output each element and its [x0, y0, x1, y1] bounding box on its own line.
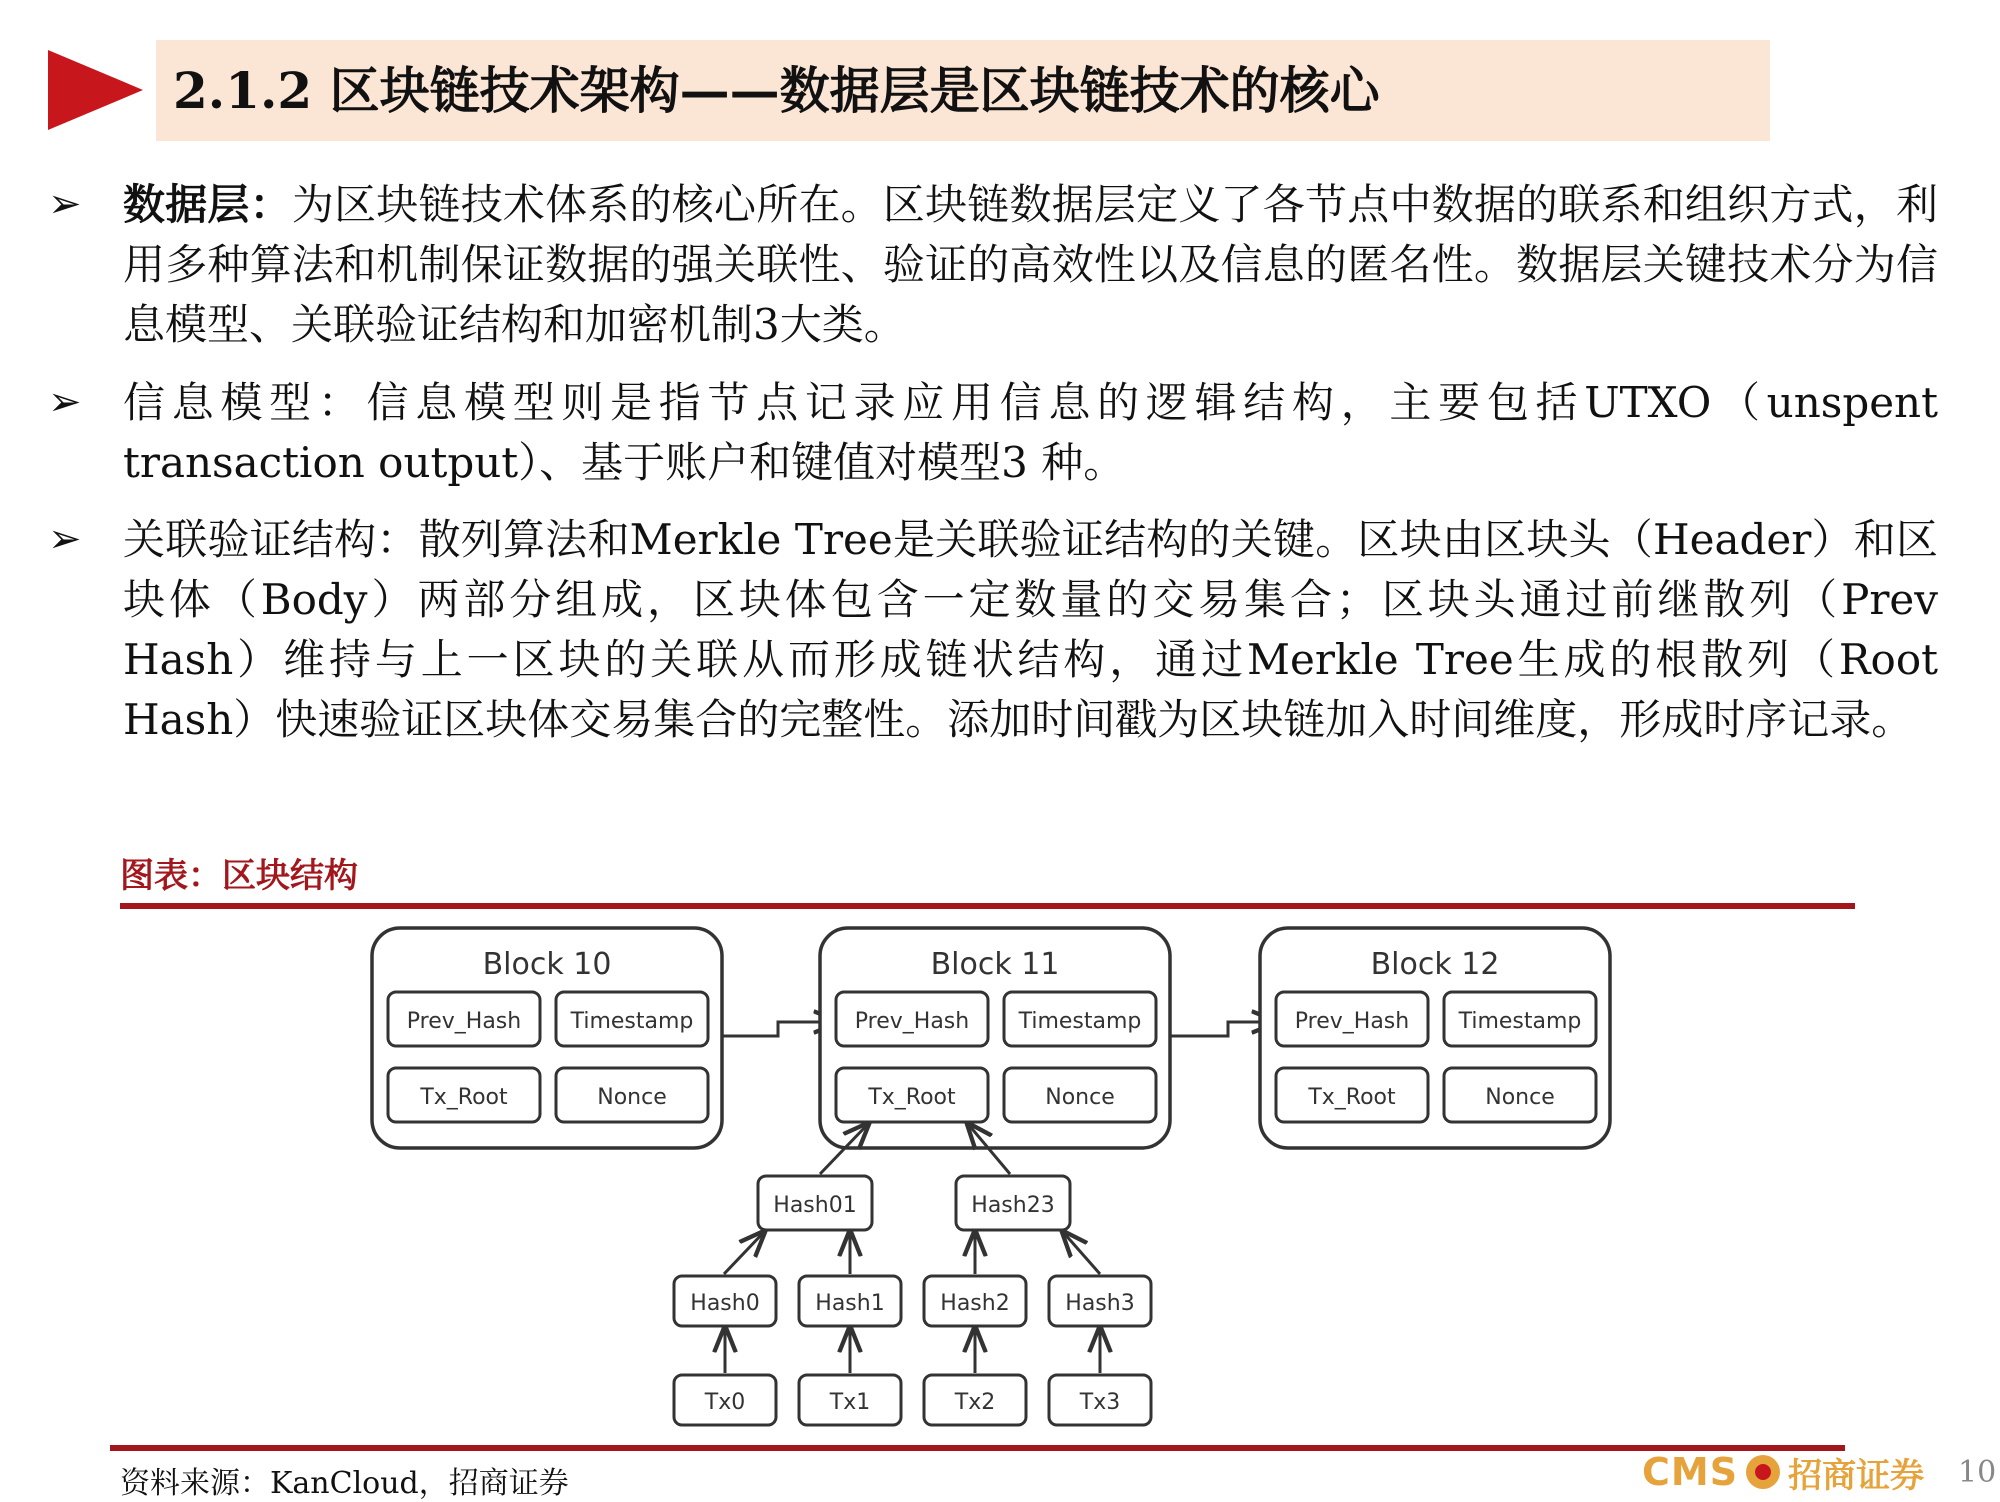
merkle-level1	[674, 1276, 1151, 1326]
field-tx-root: Tx_Root	[420, 1085, 508, 1110]
block-title: Block 10	[482, 947, 612, 982]
logo-emblem-icon	[1746, 1455, 1780, 1489]
field-nonce: Nonce	[597, 1085, 667, 1110]
transactions	[674, 1375, 1151, 1425]
hash3-node: Hash3	[1065, 1291, 1135, 1316]
title-arrow-icon	[48, 50, 143, 130]
field-prev-hash: Prev_Hash	[1294, 1009, 1410, 1034]
slide-header	[48, 40, 1770, 141]
bullet-paragraph	[123, 175, 1938, 355]
block-structure-diagram	[360, 918, 1640, 1438]
field-timestamp: Timestamp	[1018, 1009, 1142, 1034]
bullet-arrow-icon: ➢	[48, 379, 82, 425]
page-title: 2.1.2 区块链技术架构——数据层是区块链技术的核心	[173, 61, 1380, 120]
tx3-node: Tx3	[1079, 1390, 1121, 1415]
figure-title: 图表：区块结构	[120, 856, 358, 896]
merkle-edges	[724, 1124, 1100, 1373]
block-11	[820, 928, 1170, 1148]
block-10	[372, 928, 722, 1148]
block-title: Block 11	[930, 947, 1060, 982]
field-timestamp: Timestamp	[570, 1009, 694, 1034]
figure-bottom-rule	[110, 1445, 1845, 1451]
field-timestamp: Timestamp	[1458, 1009, 1582, 1034]
page-number: 10	[1958, 1455, 1997, 1490]
hash2-node: Hash2	[940, 1291, 1010, 1316]
tx0-node: Tx0	[704, 1390, 746, 1415]
hash1-node: Hash1	[815, 1291, 885, 1316]
hash23-node: Hash23	[971, 1193, 1055, 1218]
field-nonce: Nonce	[1045, 1085, 1115, 1110]
company-logo	[1642, 1450, 1924, 1494]
block-title: Block 12	[1370, 947, 1500, 982]
bullet-body: 为区块链技术体系的核心所在。区块链数据层定义了各节点中数据的联系和组织方式，利用多种算法和机制保证数据的强关联性、验证的高效性以及信息的匿名性。数据层关键技术分为信息模型、关联验证结构和加密机制3大类。	[123, 180, 1938, 349]
logo-chinese-name: 招商证券	[1788, 1455, 1925, 1496]
bullet-body: 关联验证结构：散列算法和Merkle Tree是关联验证结构的关键。区块由区块头（Header）和区块体（Body）两部分组成，区块体包含一定数量的交易集合；区块头通过前继散列（Prev Hash）维持与上一区块的关联从而形成链状结构，通过Merkle Tree生成的根散列（Root Hash）快速验证区块体交易集合的完整性。添加时间戳为区块链加入时间维度，形成时序记录。	[123, 515, 1938, 744]
tx1-node: Tx1	[829, 1390, 871, 1415]
tx2-node: Tx2	[954, 1390, 996, 1415]
hash0-node: Hash0	[690, 1291, 760, 1316]
block-12	[1260, 928, 1610, 1148]
logo-wordmark: CMS	[1642, 1450, 1739, 1494]
bullet-arrow-icon: ➢	[48, 516, 82, 562]
field-tx-root: Tx_Root	[1308, 1085, 1396, 1110]
figure-top-rule	[120, 903, 1855, 909]
hash01-node: Hash01	[773, 1193, 857, 1218]
field-tx-root: Tx_Root	[868, 1085, 956, 1110]
bullet-heading: 数据层：	[123, 180, 292, 229]
field-prev-hash: Prev_Hash	[406, 1009, 522, 1034]
bullet-arrow-icon: ➢	[48, 181, 82, 227]
bullet-body: 信息模型：信息模型则是指节点记录应用信息的逻辑结构，主要包括UTXO（unspent transaction output）、基于账户和键值对模型3 种。	[123, 378, 1938, 487]
source-note: 资料来源：KanCloud，招商证券	[120, 1466, 569, 1501]
field-nonce: Nonce	[1485, 1085, 1555, 1110]
field-prev-hash: Prev_Hash	[854, 1009, 970, 1034]
bullet-paragraph	[123, 373, 1938, 493]
merkle-level2	[758, 1176, 1070, 1230]
bullet-paragraph	[123, 510, 1938, 750]
